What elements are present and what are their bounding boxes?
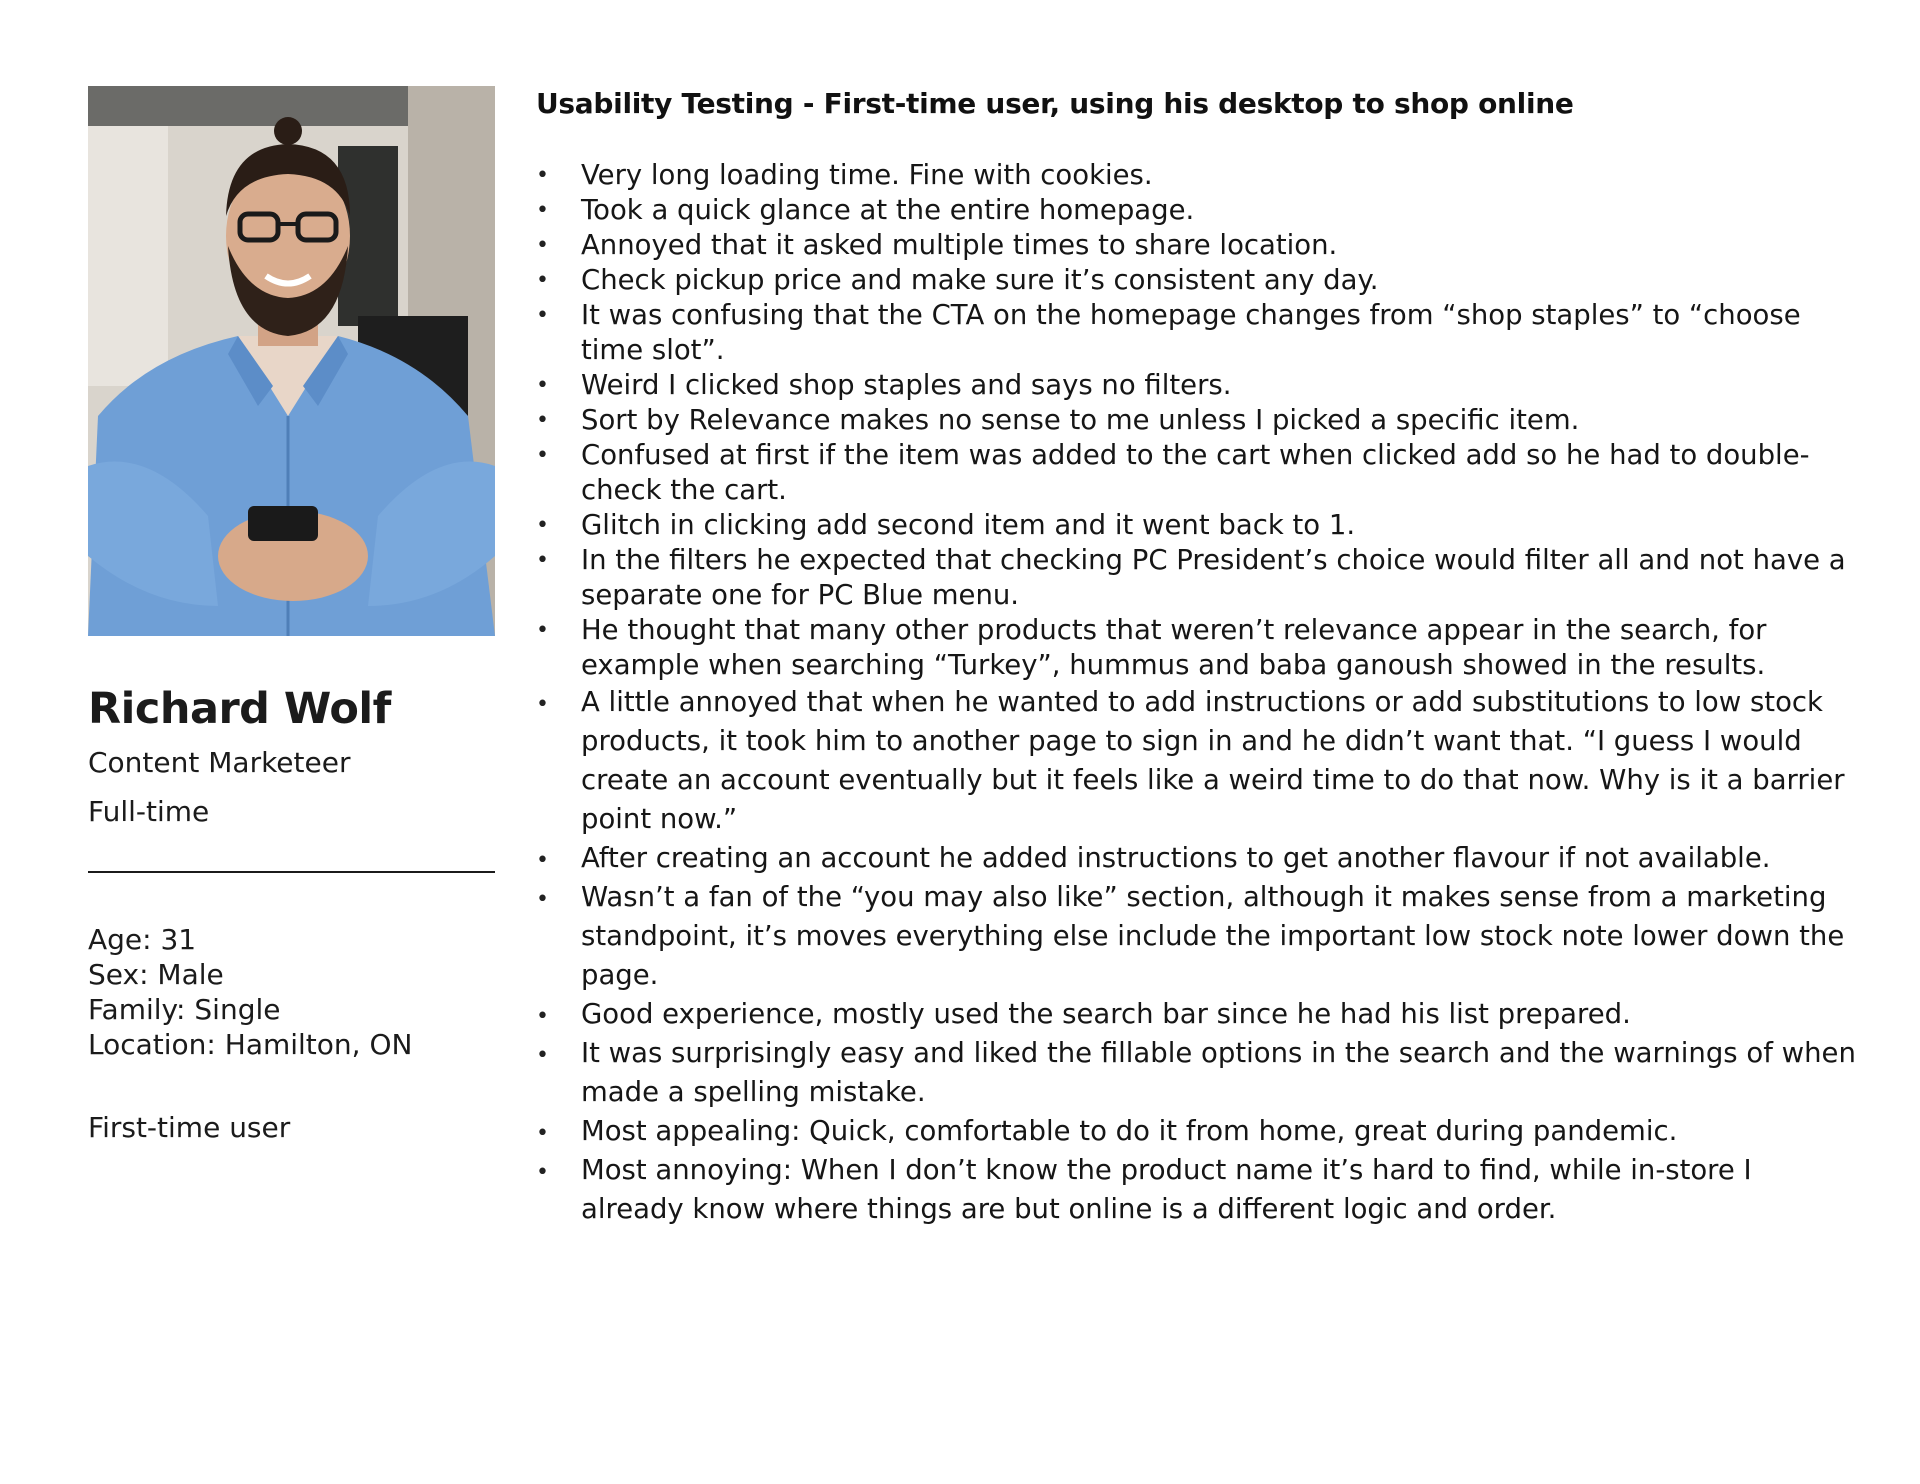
- note-text: It was surprisingly easy and liked the fillable options in the search and the warnings of when made a spelling mistake.: [581, 1037, 1856, 1108]
- note-text: Most appealing: Quick, comfortable to do it from home, great during pandemic.: [581, 1115, 1678, 1147]
- bullet-icon: •: [536, 1160, 549, 1185]
- list-item: [536, 1112, 1856, 1151]
- note-text: It was confusing that the CTA on the homepage changes from “shop staples” to “choose time slot”.: [581, 299, 1801, 366]
- note-text: Good experience, mostly used the search bar since he had his list prepared.: [581, 998, 1631, 1030]
- bullet-icon: •: [536, 268, 549, 293]
- bullet-icon: •: [536, 548, 549, 573]
- note-text: Glitch in clicking add second item and it went back to 1.: [581, 509, 1356, 541]
- bullet-icon: •: [536, 1004, 549, 1029]
- list-item: [536, 683, 1856, 839]
- bullet-icon: •: [536, 233, 549, 258]
- note-text: Confused at first if the item was added to the cart when clicked add so he had to double-check the cart.: [581, 439, 1810, 506]
- list-item: [536, 403, 1856, 438]
- note-text: Annoyed that it asked multiple times to share location.: [581, 229, 1338, 261]
- list-item: [536, 995, 1856, 1034]
- fact-sex: Sex: Male: [88, 958, 224, 991]
- fact-family: Family: Single: [88, 993, 281, 1026]
- list-item: [536, 438, 1856, 508]
- bullet-icon: •: [536, 513, 549, 538]
- bullet-icon: •: [536, 198, 549, 223]
- notes-heading: Usability Testing - First-time user, using his desktop to shop online: [536, 87, 1574, 120]
- list-item: [536, 263, 1856, 298]
- note-text: Wasn’t a fan of the “you may also like” section, although it makes sense from a marketing standpoint, it’s moves everything else include the important low stock note lower down the page.: [581, 881, 1845, 991]
- persona-user-type: First-time user: [88, 1111, 291, 1144]
- note-text: He thought that many other products that weren’t relevance appear in the search, for example when searching “Turkey”, hummus and baba ganoush showed in the results.: [581, 614, 1767, 681]
- fact-location: Location: Hamilton, ON: [88, 1028, 413, 1061]
- note-text: In the filters he expected that checking PC President’s choice would filter all and not have a separate one for PC Blue menu.: [581, 544, 1846, 611]
- bullet-icon: •: [536, 443, 549, 468]
- bullet-icon: •: [536, 1121, 549, 1146]
- fact-age: Age: 31: [88, 923, 197, 956]
- list-item: [536, 1034, 1856, 1112]
- list-item: [536, 839, 1856, 878]
- list-item: [536, 878, 1856, 995]
- persona-name: Richard Wolf: [88, 684, 391, 734]
- list-item: [536, 613, 1856, 683]
- list-item: [536, 193, 1856, 228]
- note-text: Very long loading time. Fine with cookies.: [581, 159, 1153, 191]
- list-item: [536, 1151, 1856, 1229]
- list-item: [536, 158, 1856, 193]
- note-text: Most annoying: When I don’t know the product name it’s hard to find, while in-store I already know where things are but online is a different logic and order.: [581, 1154, 1752, 1225]
- persona-employment: Full-time: [88, 795, 210, 828]
- usability-notes-list: [536, 158, 1856, 1229]
- note-text: After creating an account he added instructions to get another flavour if not available.: [581, 842, 1771, 874]
- list-item: [536, 543, 1856, 613]
- bullet-icon: •: [536, 618, 549, 643]
- person-portrait-image: [88, 86, 495, 636]
- persona-role: Content Marketeer: [88, 746, 351, 779]
- bullet-icon: •: [536, 887, 549, 912]
- list-item: [536, 508, 1856, 543]
- bullet-icon: •: [536, 303, 549, 328]
- bullet-icon: •: [536, 1043, 549, 1068]
- note-text: Weird I clicked shop staples and says no filters.: [581, 369, 1232, 401]
- note-text: A little annoyed that when he wanted to add instructions or add substitutions to low stock products, it took him to another page to sign in and he didn’t want that. “I guess I would create an account eventually but it feels like a weird time to do that now. Why is it a barrier point now.”: [581, 686, 1845, 835]
- list-item: [536, 368, 1856, 403]
- section-divider: [88, 871, 495, 873]
- bullet-icon: •: [536, 408, 549, 433]
- persona-facts: [88, 922, 412, 1062]
- list-item: [536, 228, 1856, 263]
- bullet-icon: •: [536, 163, 549, 188]
- note-text: Check pickup price and make sure it’s consistent any day.: [581, 264, 1379, 296]
- note-text: Took a quick glance at the entire homepage.: [581, 194, 1195, 226]
- list-item: [536, 298, 1856, 368]
- note-text: Sort by Relevance makes no sense to me unless I picked a specific item.: [581, 404, 1580, 436]
- bullet-icon: •: [536, 692, 549, 717]
- bullet-icon: •: [536, 848, 549, 873]
- profile-photo: [88, 86, 495, 636]
- bullet-icon: •: [536, 373, 549, 398]
